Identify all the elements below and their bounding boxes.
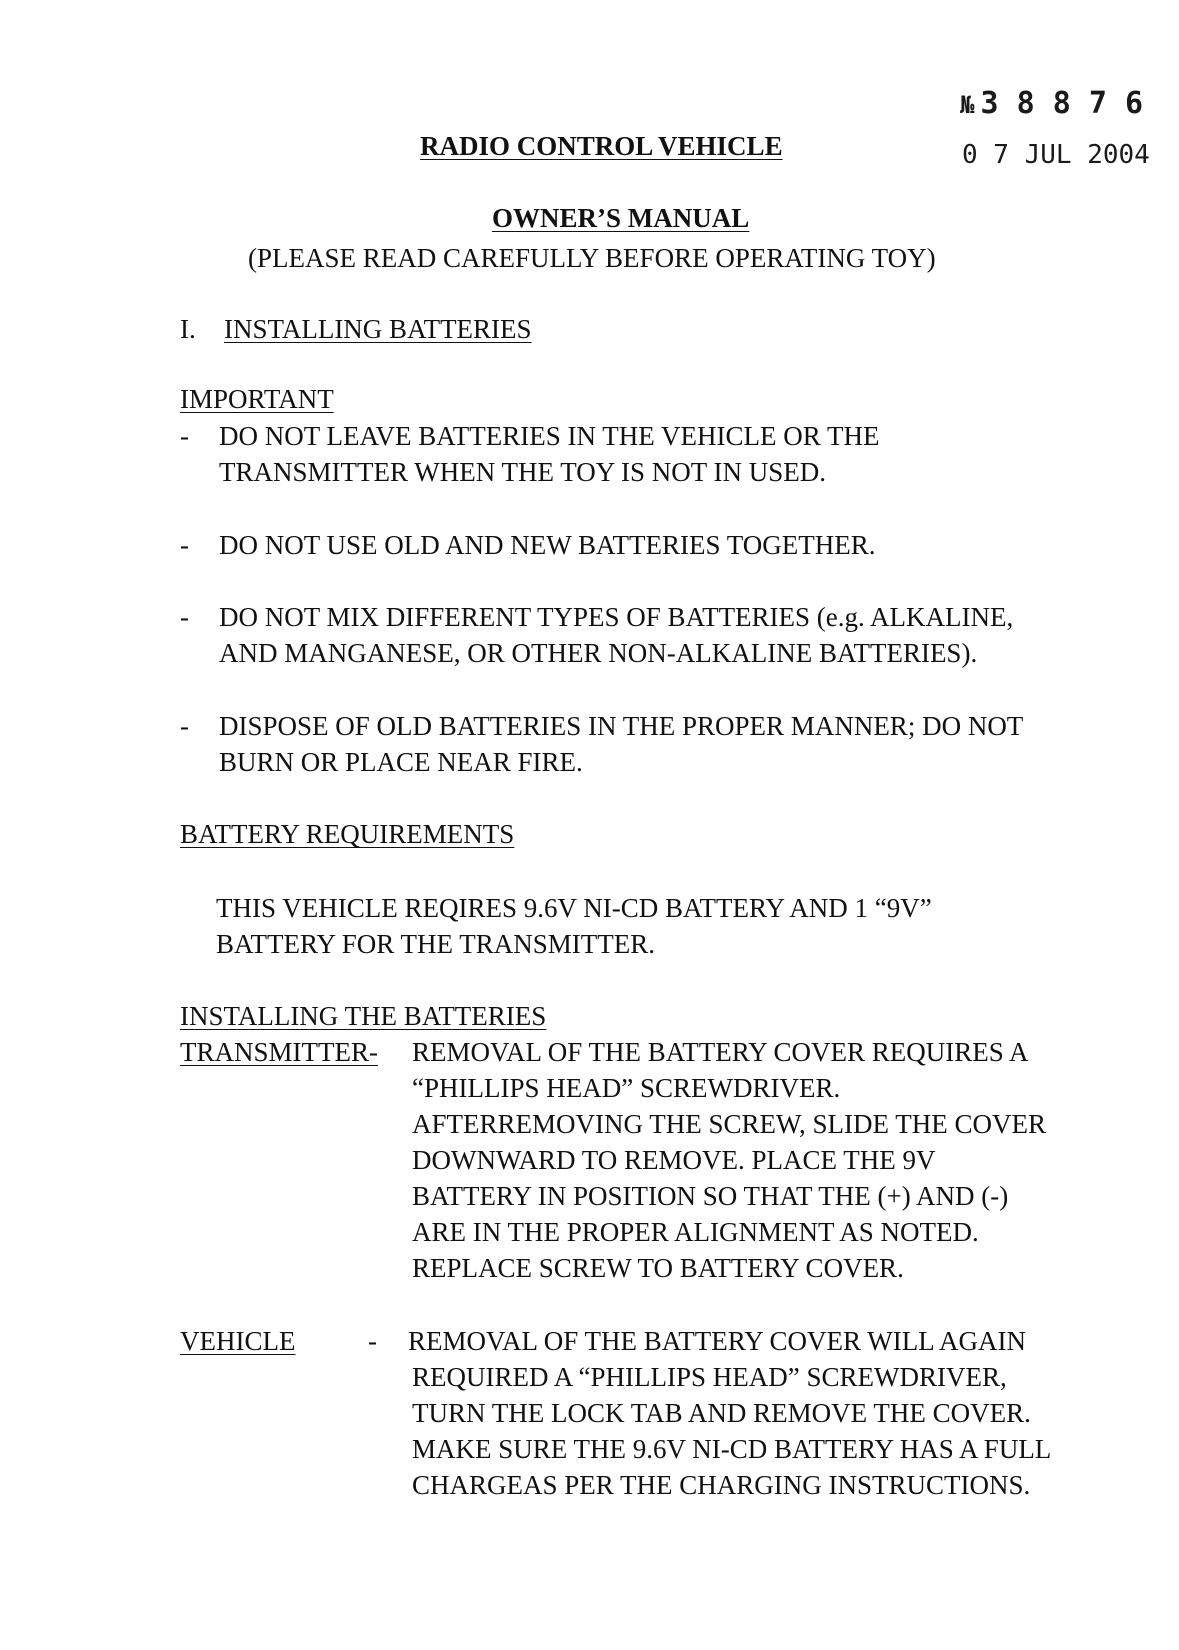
instruction-line: AFTERREMOVING THE SCREW, SLIDE THE COVER (412, 1109, 1047, 1139)
requirements-line: THIS VEHICLE REQIRES 9.6V NI-CD BATTERY AND 1 “9V” (216, 893, 932, 923)
document-number: 3 8 8 7 6 (980, 86, 1144, 121)
reading-note: (PLEASE READ CAREFULLY BEFORE OPERATING TOY) (248, 243, 936, 273)
vehicle-dash: - (368, 1326, 377, 1356)
installing-heading: INSTALLING THE BATTERIES (180, 1001, 547, 1031)
instruction-line: REMOVAL OF THE BATTERY COVER REQUIRES A (412, 1037, 1029, 1067)
important-heading: IMPORTANT (180, 384, 334, 414)
number-prefix: № (960, 91, 975, 119)
list-item-line: BURN OR PLACE NEAR FIRE. (219, 747, 583, 777)
vehicle-label: VEHICLE (180, 1326, 296, 1356)
instruction-line: CHARGEAS PER THE CHARGING INSTRUCTIONS. (412, 1470, 1031, 1500)
requirements-heading: BATTERY REQUIREMENTS (180, 819, 515, 849)
instruction-line: TURN THE LOCK TAB AND REMOVE THE COVER. (412, 1398, 1031, 1428)
instruction-line: REQUIRED A “PHILLIPS HEAD” SCREWDRIVER, (412, 1362, 1007, 1392)
section-heading: INSTALLING BATTERIES (224, 314, 532, 344)
list-item-line: AND MANGANESE, OR OTHER NON-ALKALINE BATTERIES). (219, 638, 978, 668)
list-item-line: TRANSMITTER WHEN THE TOY IS NOT IN USED. (219, 457, 826, 487)
requirements-line: BATTERY FOR THE TRANSMITTER. (216, 929, 656, 959)
instruction-line: REMOVAL OF THE BATTERY COVER WILL AGAIN (408, 1326, 1027, 1356)
list-item-line: DO NOT USE OLD AND NEW BATTERIES TOGETHER. (219, 530, 876, 560)
list-item-line: DO NOT LEAVE BATTERIES IN THE VEHICLE OR THE (219, 421, 880, 451)
instruction-line: BATTERY IN POSITION SO THAT THE (+) AND (-) (412, 1181, 1009, 1211)
transmitter-label: TRANSMITTER- (180, 1037, 378, 1067)
bullet: - (180, 421, 189, 451)
instruction-line: ARE IN THE PROPER ALIGNMENT AS NOTED. (412, 1217, 979, 1247)
list-item-line: DO NOT MIX DIFFERENT TYPES OF BATTERIES (e.g. ALKALINE, (219, 602, 1014, 632)
bullet: - (180, 530, 189, 560)
instruction-line: DOWNWARD TO REMOVE. PLACE THE 9V (412, 1145, 936, 1175)
bullet: - (180, 602, 189, 632)
section-number: I. (180, 314, 196, 344)
list-item-line: DISPOSE OF OLD BATTERIES IN THE PROPER MANNER; DO NOT (219, 711, 1024, 741)
document-number-stamp (960, 86, 1143, 123)
document-title: RADIO CONTROL VEHICLE (420, 131, 783, 161)
date-stamp: 0 7 JUL 2004 (962, 140, 1150, 170)
instruction-line: MAKE SURE THE 9.6V NI-CD BATTERY HAS A FULL (412, 1434, 1052, 1464)
bullet: - (180, 711, 189, 741)
document-subtitle: OWNER’S MANUAL (492, 203, 750, 233)
instruction-line: “PHILLIPS HEAD” SCREWDRIVER. (412, 1073, 841, 1103)
instruction-line: REPLACE SCREW TO BATTERY COVER. (412, 1253, 904, 1283)
